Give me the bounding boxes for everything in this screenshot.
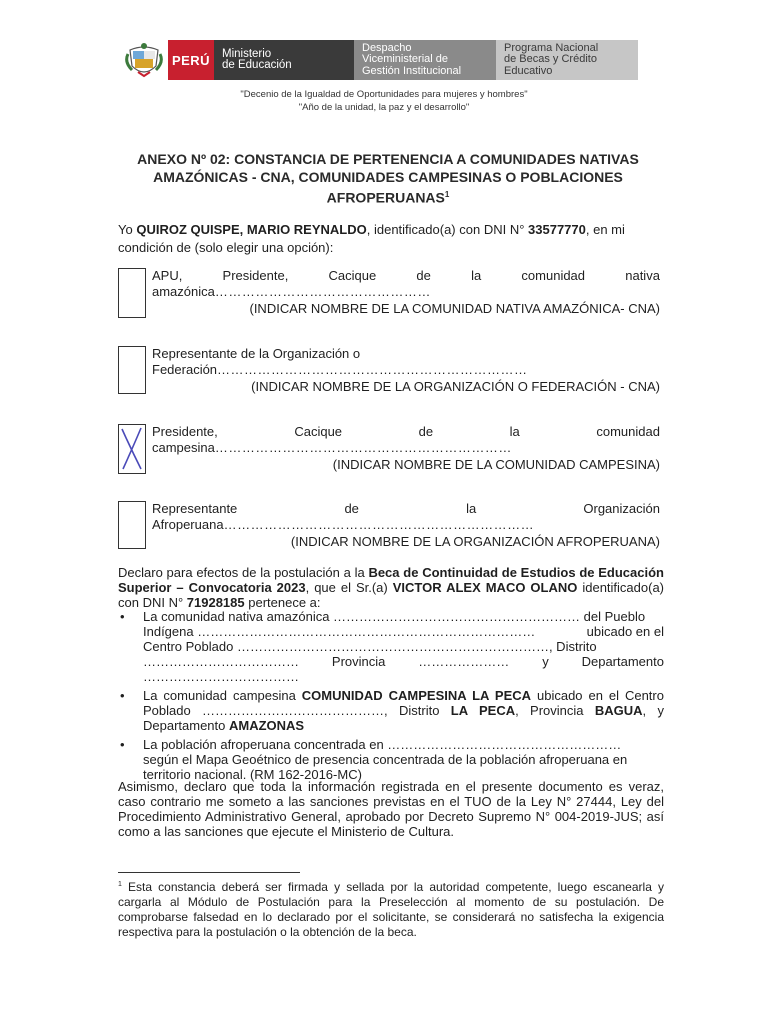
option-word: APU, (152, 268, 183, 283)
ministerio-label: Ministerio de Educación (214, 40, 354, 80)
document-title: ANEXO Nº 02: CONSTANCIA DE PERTENENCIA A COMUNIDADES NATIVAS AMAZÓNICAS - CNA, COMUNIDADES CAMPESINAS O POBLACIONES AFROPERUANAS$^1$ (137, 151, 639, 206)
header-logos (124, 40, 638, 80)
footnote-divider (118, 872, 300, 873)
declarant-name: QUIROZ QUISPE, MARIO REYNALDO (136, 222, 367, 237)
option-word: Cacique (328, 268, 377, 283)
option-checkbox[interactable] (118, 346, 146, 394)
list-item: • La población afroperuana concentrada en ……………………………………………… según el Mapa Geoétnico de presencia concentrada de la población afroperuana en territorio nacional. (RM 162-2016-MC) (118, 737, 664, 782)
option-word: de (344, 501, 359, 516)
option-word: de (418, 424, 434, 439)
peru-label: PERÚ (168, 40, 214, 80)
document-page: PERÚ Ministerio de Educación Despacho Viceministerial de Gestión Institucional Programa Nacional de Becas y Crédito Educativo "Decenio de la Igualdad de Oportunidades para mujeres y hombres" "Año de la unidad, la paz y el desarrollo" ANEXO Nº 02: CONSTANCIA DE PERTENENCIA A COMUNIDADES NATIVAS AMAZÓNICAS - CNA, COMUNIDADES CAMPESINAS O POBLACIONES AFROPERUANAS$^1$ Yo QUIROZ QUISPE, MARIO REYNALDO, identificado(a) con DNI N° 33577770, en mi condición de (solo elegir una opción): APU, Presidente, Cacique de la comunidad nativa amazónica………………………………………… (INDICAR NOMBRE DE LA COMUNIDAD NATIVA AMAZÓNICA- CNA) Representante de la Organización o Federación…………………………………………………………… (INDICAR NOMBRE DE LA ORGANIZACIÓN O FEDERACIÓN - CNA) Presidente, Cacique de la comunidad campesina………………………………………………………… (INDICAR NOMBRE DE LA COMUNIDAD CAMPESINA) Representante de la Organización Afroperuana…………………………………………………………… (INDICAR NOMBRE DE LA ORGANIZACIÓN AFROPERUANA) Declaro para efectos de la postulación a la Beca de Continuidad de Estudios de Educación Superior – Convocatoria 2023, que el Sr.(a) VICTOR ALEX MACO OLANO identificado(a) con DNI N° 71928185 pertenece a: • La comunidad nativa amazónica ………………………………………………… del Pueblo Indígena …………………………………………………………………… ubicado en el Centro Poblado ………………………………………………………………, Distrito ……………………………… Provincia ………………… y Departamento ……………………………… • La comunidad campesina COMUNIDAD CAMPESINA LA PECA ubicado en el Centro Poblado ……………………………………, Distrito LA PECA, Provincia BAGUA, y Departamento AMAZONAS • La población afroperuana concentrada en ……………………………………………… según el Mapa Geoétnico de presencia concentrada de la población afroperuana en territorio nacional. (RM 162-2016-MC) Asimismo, declaro que toda la información registrada en el presente documento es veraz, caso contrario me someto a las sanciones previstas en el TUO de la Ley N° 27444, Ley del Procedimiento Administrativo General, aprobado por Decreto Supremo N° 004-2019-JUS; así como a las sanciones que ejecute el Ministerio de Cultura. $^1$ Esta constancia deberá ser firmada y sellada por la autoridad competente, luego escanearla y cargarla al Módulo de Postulación para la Preselección al momento de su postulación. De comprobarse falsedad en lo declarado por el solicitante, se considerará no satisfecha la exigencia respectiva para la postulación o la obtención de la beca. (0, 0, 768, 1024)
student-name: VICTOR ALEX MACO OLANO (392, 580, 578, 595)
list-item: • La comunidad nativa amazónica ………………………………………………… del Pueblo Indígena …………………………………………………………………… ubicado en el Centro Poblado ………………………………………………………………, Distrito ……………………………… Provincia ………………… y Departamento ……………………………… (118, 609, 664, 684)
option-word: Presidente, (152, 424, 218, 439)
option-checkbox[interactable] (118, 501, 146, 549)
programa-label: Programa Nacional de Becas y Crédito Educativo (496, 40, 638, 80)
student-dni: 71928185 (186, 595, 245, 610)
option-checkbox[interactable] (118, 268, 146, 318)
membership-list (118, 609, 664, 786)
asimismo-paragraph: Asimismo, declaro que toda la información registrada en el presente documento es veraz, caso contrario me someto a las sanciones previstas en el TUO de la Ley N° 27444, Ley del Procedimiento Administrativo General, aprobado por Decreto Supremo N° 004-2019-JUS; así como a las sanciones que ejecute el Ministerio de Cultura. (118, 779, 664, 839)
peru-coat-of-arms-icon (124, 40, 164, 80)
option-word: Presidente, (222, 268, 289, 283)
official-mottos: "Decenio de la Igualdad de Oportunidades para mujeres y hombres" "Año de la unidad, la paz y el desarrollo" (240, 89, 528, 113)
option-word: comunidad (596, 424, 660, 439)
declarant-intro: Yo QUIROZ QUISPE, MARIO REYNALDO, identificado(a) con DNI N° 33577770, en mi condición de (solo elegir una opción): (118, 222, 625, 255)
footnote: $^1$ Esta constancia deberá ser firmada y sellada por la autoridad competente, luego escanearla y cargarla al Módulo de Postulación para la Preselección al momento de su postulación. De comprobarse falsedad en lo declarado por el solicitante, se considerará no satisfecha la exigencia respectiva para la postulación o la obtención de la beca. (118, 880, 664, 939)
option-word: Organización (583, 501, 660, 516)
option-word: la (471, 268, 482, 283)
option-word: la (509, 424, 520, 439)
despacho-label: Despacho Viceministerial de Gestión Institucional (354, 40, 496, 80)
declaration-paragraph: Declaro para efectos de la postulación a la Beca de Continuidad de Estudios de Educación Superior – Convocatoria 2023, que el Sr.(a) VICTOR ALEX MACO OLANO identificado(a) con DNI N° 71928185 pertenece a: (118, 565, 665, 610)
option-checkbox-checked[interactable] (118, 424, 146, 474)
option-word: nativa (625, 268, 660, 283)
option-word: la (466, 501, 477, 516)
option-word: Representante (152, 501, 238, 516)
list-item: • La comunidad campesina COMUNIDAD CAMPESINA LA PECA ubicado en el Centro Poblado ……………………………………, Distrito LA PECA, Provincia BAGUA, y Departamento AMAZONAS (118, 688, 664, 733)
option-word: de (416, 268, 431, 283)
option-word: Cacique (294, 424, 343, 439)
checkmark-x-icon (119, 425, 144, 472)
option-word: comunidad (521, 268, 586, 283)
declarant-dni: 33577770 (528, 222, 586, 237)
